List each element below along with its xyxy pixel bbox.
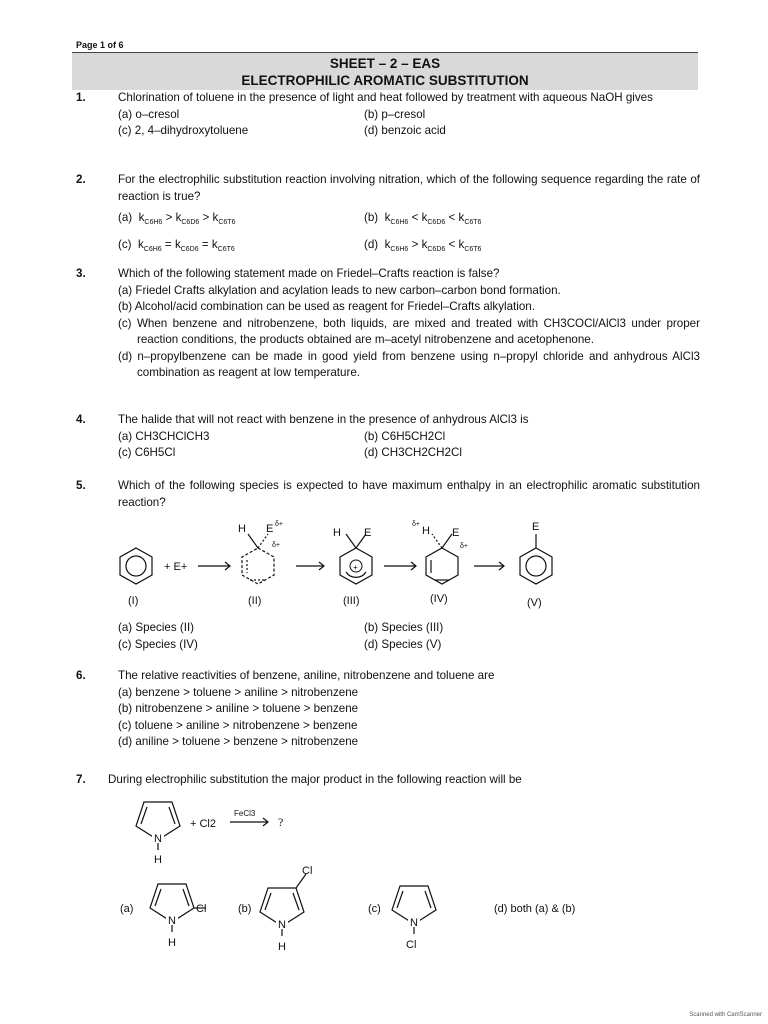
option-b: (b) Species (III)	[364, 621, 444, 634]
electrophile-label: + E+	[164, 561, 188, 573]
page-label: Page 1 of 6	[76, 40, 124, 50]
label-cl: Cl	[196, 903, 207, 915]
options	[118, 685, 700, 751]
option-c: (c) toluene > aniline > nitrobenzene > benzene	[118, 718, 358, 732]
label-e: E	[266, 523, 274, 535]
question-text: During electrophilic substitution the major product in the following reaction will be	[108, 773, 522, 786]
label-n: N	[410, 917, 418, 929]
question-text: Chlorination of toluene in the presence of light and heat followed by treatment with aqueous NaOH gives	[118, 91, 653, 104]
question-mark: ?	[278, 815, 284, 829]
label-h: H	[238, 523, 246, 535]
question-7	[76, 772, 700, 789]
question-text: Which of the following statement made on Friedel–Crafts reaction is false?	[118, 267, 500, 280]
q7-options	[110, 864, 630, 964]
sheet-header	[72, 52, 698, 90]
roman-III: (III)	[343, 595, 360, 607]
question-5	[76, 478, 700, 511]
option-d: (d) aniline > toluene > benzene > nitrobenzene	[118, 735, 359, 748]
roman-V: (V)	[527, 597, 542, 609]
reaction-scheme-q5	[100, 512, 580, 616]
reagent-label: + Cl2	[190, 818, 216, 830]
option-b: (b) nitrobenzene > aniline > toluene > benzene	[118, 702, 359, 715]
option-b: (b) Alcohol/acid combination can be used as reagent for Friedel–Crafts alkylation.	[118, 300, 535, 313]
options	[118, 429, 700, 462]
question-number: 5.	[76, 479, 86, 492]
label-delta: δ+	[272, 542, 280, 549]
question-number: 2.	[76, 173, 86, 186]
label-n: N	[154, 833, 162, 845]
label-plus: +	[353, 563, 358, 572]
options	[118, 620, 700, 653]
label-delta: δ+	[460, 543, 468, 550]
question-number: 4.	[76, 413, 86, 426]
roman-I: (I)	[128, 595, 139, 607]
label-h: H	[168, 937, 176, 949]
option-b-label: (b)	[238, 903, 252, 915]
option-a: (a) CH3CHClCH3	[118, 429, 210, 443]
option-a: (a) $k_{C6H6} > k_{C6D6} > k_{C6T6}$	[118, 211, 236, 226]
question-4	[76, 412, 700, 462]
option-d: (d) both (a) & (b)	[494, 903, 576, 915]
option-d: (d) n–propylbenzene can be made in good yield from benzene using n–propyl chloride and anhydrous AlCl3 combination as reagent at low temperature.	[118, 349, 700, 379]
label-h: H	[422, 525, 430, 537]
label-cl: Cl	[302, 865, 313, 877]
benzene-ring-V	[520, 548, 552, 584]
sheet-subtitle: ELECTROPHILIC AROMATIC SUBSTITUTION	[241, 73, 529, 88]
option-d: (d) CH3CH2CH2Cl	[364, 446, 462, 459]
option-c: (c) C6H5Cl	[118, 446, 176, 459]
aromatic-circle-I	[126, 556, 146, 576]
option-a: (a) Friedel Crafts alkylation and acylation leads to new carbon–carbon bond formation.	[118, 283, 561, 297]
option-b: (b) p–cresol	[364, 107, 426, 121]
question-2	[76, 172, 700, 261]
option-c: (c) 2, 4–dihydroxytoluene	[118, 124, 249, 137]
question-5-options	[76, 620, 700, 653]
catalyst-label: FeCl3	[234, 809, 256, 818]
roman-II: (II)	[248, 595, 262, 607]
option-d: (d) benzoic acid	[364, 124, 446, 137]
question-number: 1.	[76, 91, 86, 104]
footer-watermark: Scanned with CamScanner	[689, 1012, 762, 1018]
option-b: (b) $k_{C6H6} < k_{C6D6} < k_{C6T6}$	[364, 211, 482, 226]
label-h: H	[278, 941, 286, 953]
question-number: 7.	[76, 773, 86, 786]
option-a-label: (a)	[120, 903, 134, 915]
roman-IV: (IV)	[430, 593, 448, 605]
label-h: H	[154, 854, 162, 866]
option-c-label: (c)	[368, 903, 381, 915]
label-n: N	[278, 919, 286, 931]
sheet-title: SHEET – 2 – EAS	[329, 56, 441, 71]
question-text: The relative reactivities of benzene, aniline, nitrobenzene and toluene are	[118, 669, 495, 682]
option-c: (c) Species (IV)	[118, 637, 198, 651]
option-a: (a) o–cresol	[118, 107, 180, 121]
question-number: 6.	[76, 669, 86, 682]
option-d: (d) Species (V)	[364, 637, 442, 651]
label-e: E	[452, 527, 460, 539]
label-delta: δ+	[275, 521, 283, 528]
question-text: The halide that will not react with benzene in the presence of anhydrous AlCl3 is	[118, 413, 529, 426]
option-a: (a) Species (II)	[118, 621, 195, 634]
benzene-ring-I	[120, 548, 152, 584]
label-n: N	[168, 915, 176, 927]
reaction-q7	[130, 792, 330, 868]
question-3	[76, 266, 700, 382]
options	[118, 207, 700, 261]
label-e: E	[532, 521, 540, 533]
question-text: Which of the following species is expected to have maximum enthalpy in an electrophilic aromatic substitution reaction?	[118, 479, 700, 509]
option-d: (d) $k_{C6H6} > k_{C6D6} < k_{C6T6}$	[364, 238, 482, 253]
option-c: (c) When benzene and nitrobenzene, both liquids, are mixed and treated with CH3COCl/AlCl3 under proper reaction conditions, the products obtained are m–acetyl nitrobenzene and acetophenone.	[118, 316, 700, 346]
label-h: H	[333, 527, 341, 539]
option-b: (b) C6H5CH2Cl	[364, 429, 446, 443]
question-1	[76, 90, 700, 140]
label-e: E	[364, 527, 372, 539]
label-cl: Cl	[406, 939, 417, 951]
label-delta: δ+	[412, 521, 420, 528]
option-c: (c) $k_{C6H6} = k_{C6D6} = k_{C6T6}$	[118, 238, 235, 253]
options	[118, 107, 700, 140]
question-6	[76, 668, 700, 751]
option-a: (a) benzene > toluene > aniline > nitrobenzene	[118, 685, 359, 699]
question-text: For the electrophilic substitution reaction involving nitration, which of the following sequence regarding the rate of reaction is true?	[118, 173, 700, 203]
options	[118, 283, 700, 382]
question-number: 3.	[76, 267, 86, 280]
